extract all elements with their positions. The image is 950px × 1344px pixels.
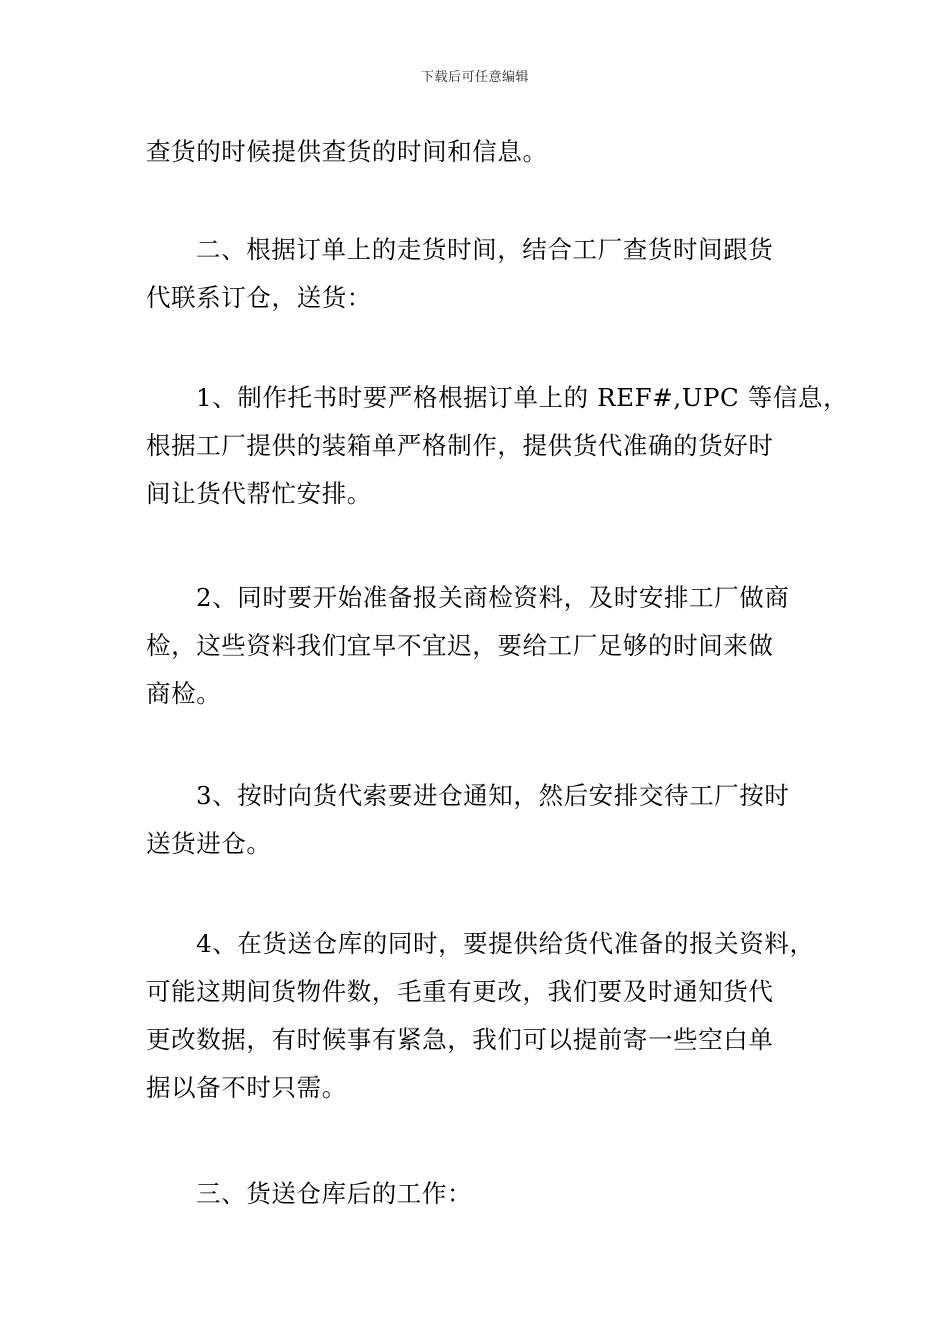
- text-line: 据以备不时只需。: [146, 1073, 347, 1102]
- text-line: 4、在货送仓库的同时，要提供给货代准备的报关资料，: [196, 929, 815, 958]
- paragraph-section-two: [146, 226, 811, 322]
- text-line: 代联系订仓，送货：: [146, 283, 372, 312]
- text-line: 三、货送仓库后的工作：: [196, 1179, 473, 1208]
- text-line: 更改数据，有时候事有紧急，我们可以提前寄一些空白单: [146, 1025, 774, 1054]
- text-line: 间让货代帮忙安排。: [146, 479, 372, 508]
- text-line: 送货进仓。: [146, 829, 272, 858]
- text-line: 商检。: [146, 679, 222, 708]
- text-line: 查货的时候提供查货的时间和信息。: [146, 137, 548, 166]
- text-line: 3、按时向货代索要进仓通知，然后安排交待工厂按时: [196, 781, 790, 810]
- paragraph-item-4: [146, 920, 815, 1112]
- paragraph-item-3: [146, 772, 811, 868]
- text-line: 检，这些资料我们宜早不宜迟，要给工厂足够的时间来做: [146, 631, 774, 660]
- text-line: 2、同时要开始准备报关商检资料，及时安排工厂做商: [196, 583, 790, 612]
- page-header: 下载后可任意编辑: [420, 70, 529, 85]
- paragraph-item-1: [146, 374, 849, 518]
- text-line: 1、制作托书时要严格根据订单上的 REF#,UPC 等信息，: [196, 383, 849, 412]
- paragraph-item-2: [146, 574, 811, 718]
- text-line: 二、根据订单上的走货时间，结合工厂查货时间跟货: [196, 235, 774, 264]
- paragraph-section-three: [146, 1170, 811, 1218]
- text-line: 根据工厂提供的装箱单严格制作，提供货代准确的货好时: [146, 431, 774, 460]
- text-line: 可能这期间货物件数，毛重有更改，我们要及时通知货代: [146, 977, 774, 1006]
- paragraph-continuation: [146, 128, 811, 176]
